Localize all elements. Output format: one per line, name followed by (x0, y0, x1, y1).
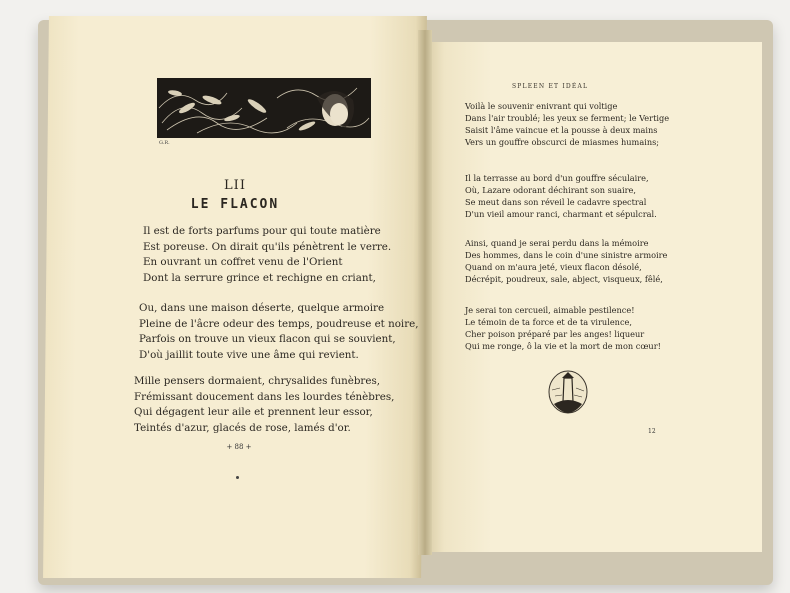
verse-line: D'où jaillit toute vive une âme qui revient. (139, 348, 359, 361)
verse-line: Ou, dans une maison déserte, quelque armoire (139, 302, 385, 314)
poem-title: LE FLACON (190, 197, 280, 212)
verse-line: Voilà le souvenir enivrant qui voltige (465, 101, 618, 111)
vignette-initials: G.R. (159, 140, 170, 146)
verse-line: Qui me ronge, ô la vie et la mort de mon cœur! (465, 341, 661, 351)
left-stanza-2 (139, 301, 418, 363)
verse-line: Dont la serrure grince et rechigne en criant, (143, 271, 376, 284)
verse-line: Décrépit, poudreux, sale, abject, visqueux, fêlé, (465, 274, 663, 284)
verse-line: Il est de forts parfums pour qui toute matière (143, 225, 381, 237)
verse-line: En ouvrant un coffret venu de l'Orient (143, 256, 343, 269)
verse-line: Ainsi, quand je serai perdu dans la mémoire (465, 238, 649, 248)
left-stanza-3 (134, 374, 394, 436)
right-stanza-2 (465, 172, 657, 220)
verse-line: Où, Lazare odorant déchirant son suaire, (465, 185, 636, 195)
verse-line: Il la terrasse au bord d'un gouffre séculaire, (465, 173, 649, 183)
engraved-medallion (546, 368, 590, 422)
verse-line: Quand on m'aura jeté, vieux flacon désolé, (465, 262, 642, 272)
verse-line: Le témoin de ta force et de ta virulence, (465, 317, 632, 327)
left-stanza-1 (143, 224, 391, 286)
verse-line: Cher poison préparé par les anges! liqueur (465, 329, 645, 339)
verse-line: Saisit l'âme vaincue et la pousse à deux mains (465, 125, 658, 135)
verse-line: Frémissant doucement dans les lourdes ténèbres, (134, 390, 395, 403)
engraved-vignette (157, 78, 371, 138)
right-stanza-1 (465, 100, 669, 148)
verse-line: Se meut dans son réveil le cadavre spectral (465, 197, 647, 207)
verse-line: D'un vieil amour ranci, charmant et sépulcral. (465, 209, 657, 219)
right-stanza-4 (465, 304, 661, 352)
left-page-number: + 88 + (226, 443, 252, 451)
running-head: SPLEEN ET IDÉAL (512, 83, 589, 90)
book-gutter (418, 30, 432, 555)
verse-line: Mille pensers dormaient, chrysalides funèbres, (134, 375, 381, 387)
poem-number: LII (224, 178, 246, 193)
verse-line: Qui dégagent leur aile et prennent leur essor, (134, 406, 373, 419)
verse-line: Parfois on trouve un vieux flacon qui se souvient, (139, 333, 396, 346)
printer-dot (236, 476, 239, 479)
verse-line: Des hommes, dans le coin d'une sinistre armoire (465, 250, 668, 260)
right-stanza-3 (465, 237, 667, 285)
verse-line: Je serai ton cercueil, aimable pestilence! (465, 305, 635, 315)
signature-mark: 12 (648, 428, 656, 435)
verse-line: Vers un gouffre obscurci de miasmes humains; (465, 137, 660, 147)
verse-line: Dans l'air troublé; les yeux se ferment; le Vertige (465, 113, 670, 123)
verse-line: Pleine de l'âcre odeur des temps, poudreuse et noire, (139, 317, 419, 330)
verse-line: Est poreuse. On dirait qu'ils pénètrent le verre. (143, 240, 392, 253)
verse-line: Teintés d'azur, glacés de rose, lamés d'or. (134, 421, 351, 434)
